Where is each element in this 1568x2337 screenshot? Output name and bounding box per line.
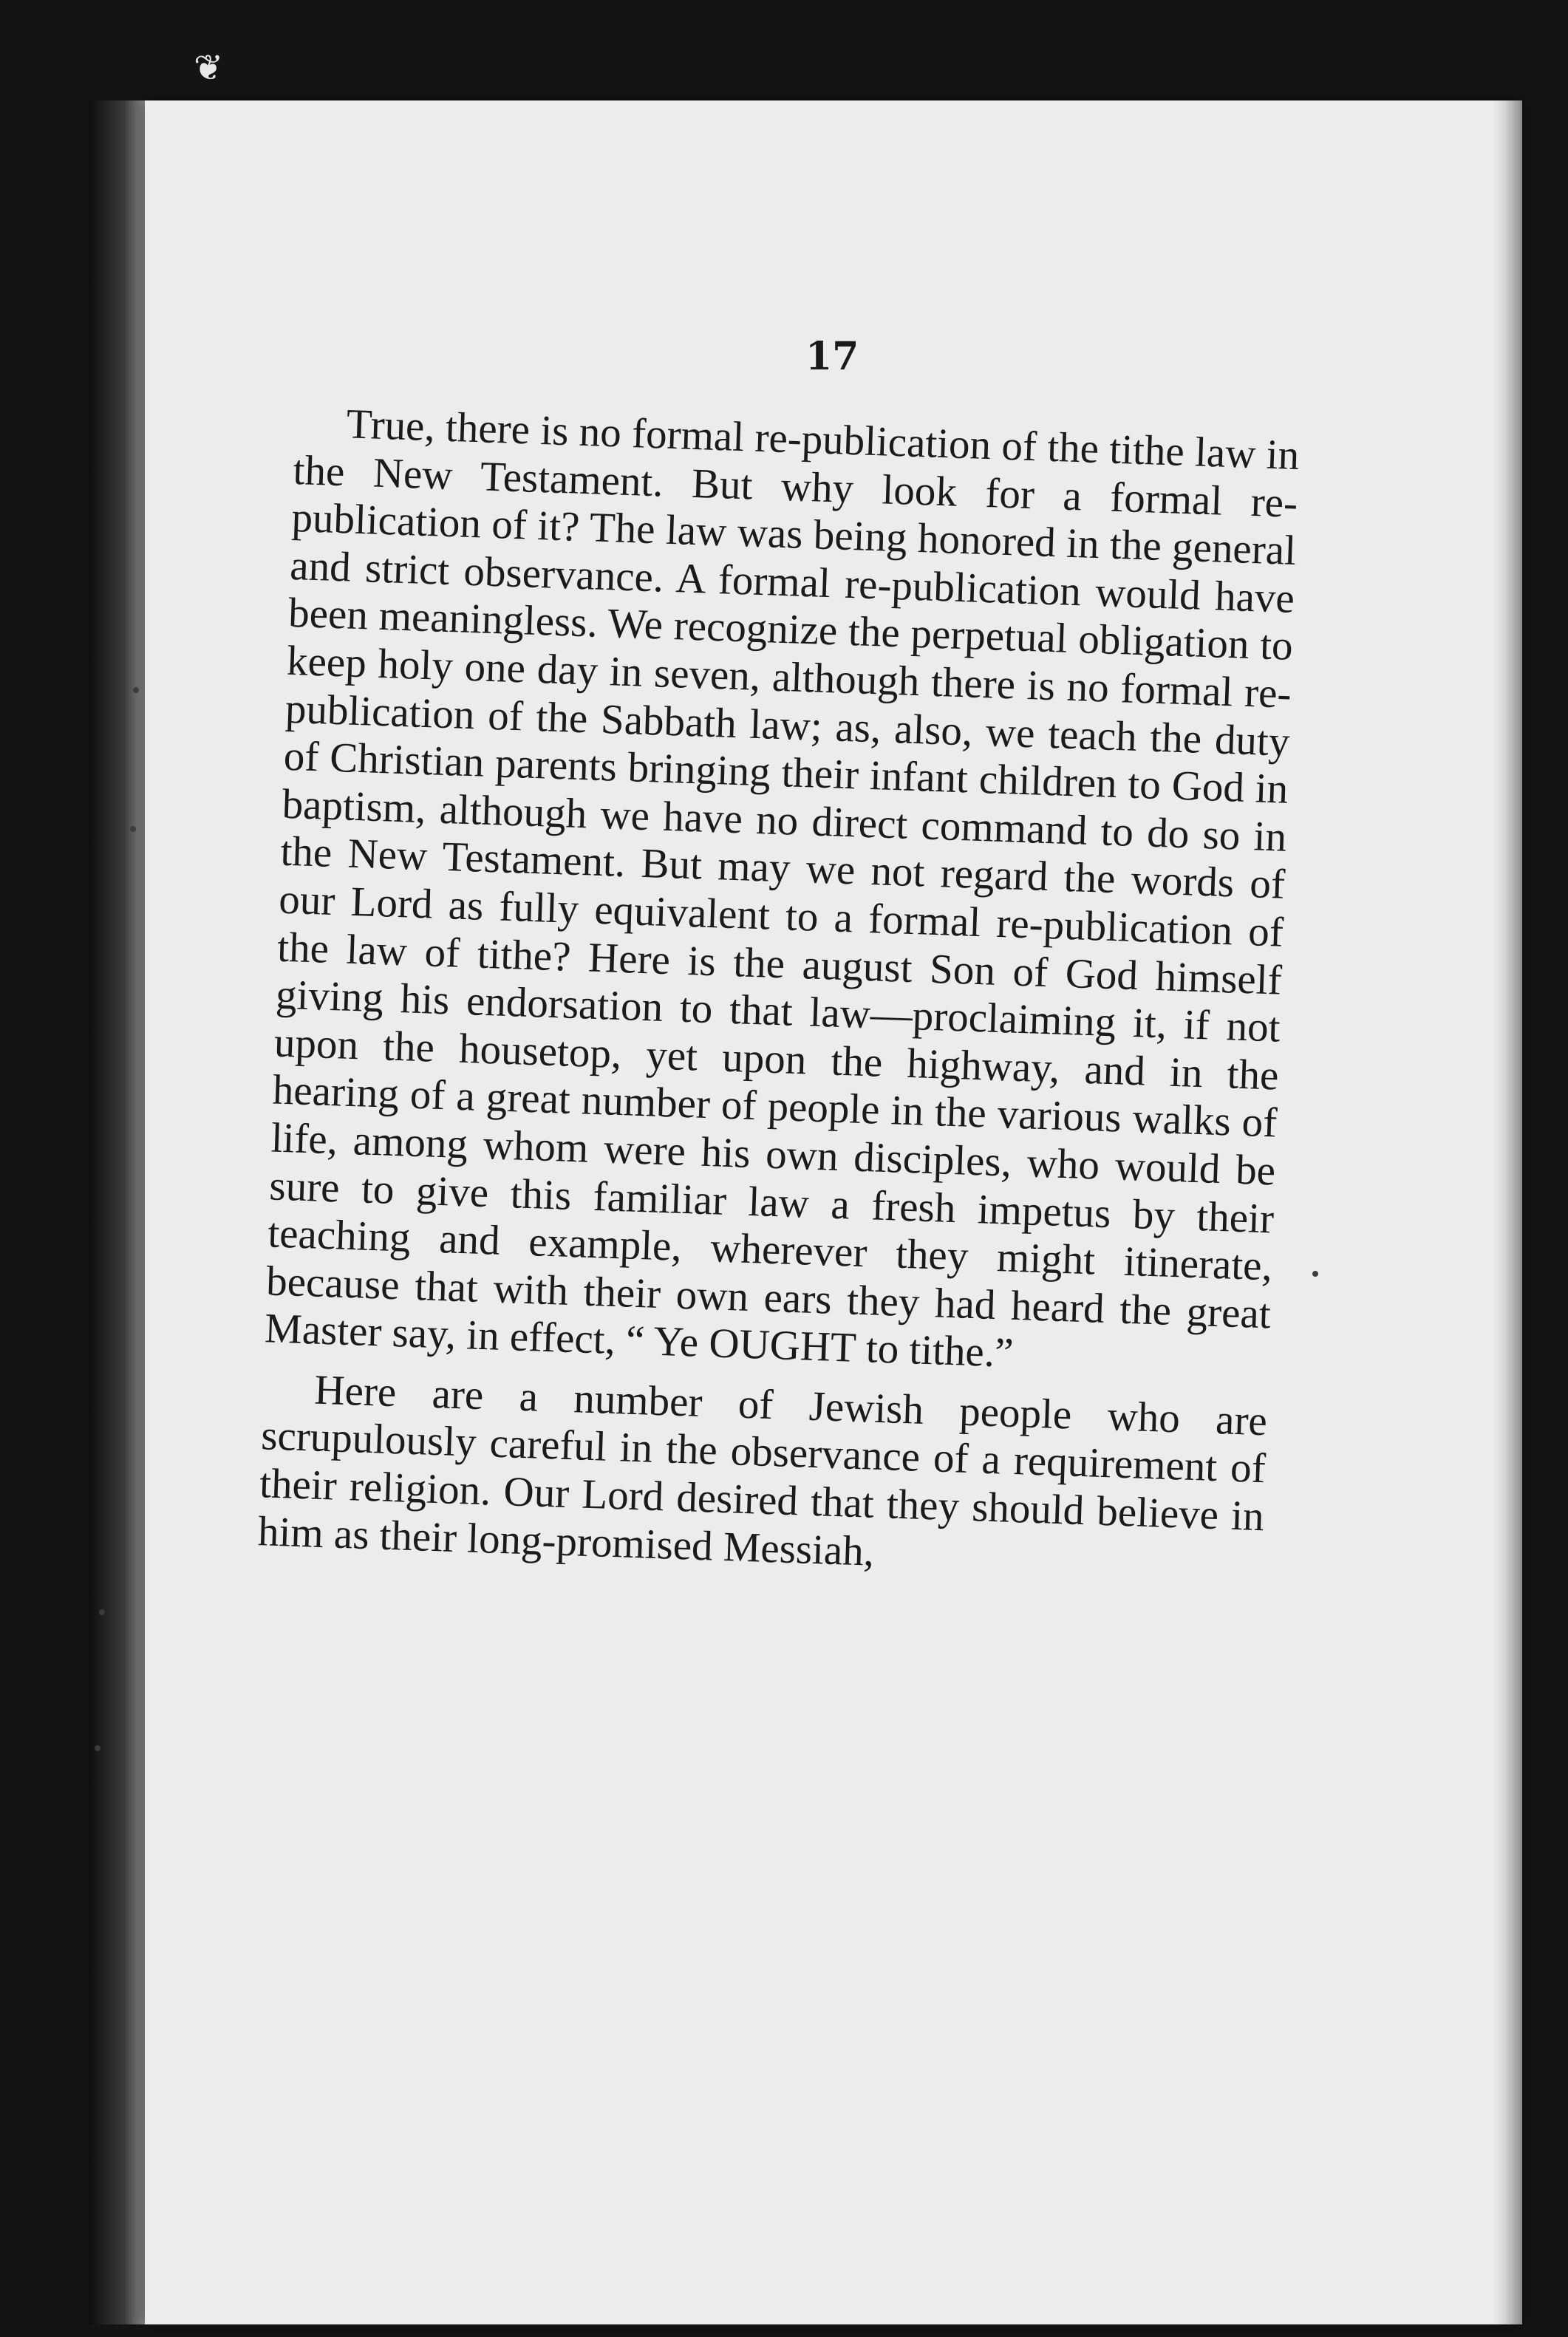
page-body-text (257, 399, 1300, 1589)
margin-speck (1312, 1271, 1318, 1277)
margin-speck (95, 1745, 100, 1751)
margin-speck (133, 687, 139, 693)
scan-artifact-mark: ❦ (194, 47, 224, 89)
binding-shadow (89, 100, 148, 2324)
margin-speck (130, 826, 136, 832)
paragraph-tithe-law: True, there is no formal re-publication of the tithe law in the New Testament. But why look for a formal re-publication of it? The law was being honored in the general and strict observance. A formal re-publication would have been meaningless. We recognize the perpetual obligation to keep holy one day in seven, although there is no formal re-publication of the Sabbath law; as, also, we teach the duty of Christian parents bringing their infant children to God in baptism, although we have no direct command to do so in the New Testament. But may we not regard the words of our Lord as fully equivalent to a formal re-publication of the law of tithe? Here is the august Son of God himself giving his endorsation to that law—proclaiming it, if not upon the housetop, yet upon the highway, and in the hearing of a great number of people in the various walks of life, among whom were his own disciples, who would be sure to give this familiar law a fresh impetus by their teaching and example, wherever they might itinerate, because that with their own ears they had heard the great Master say, in effect, “ Ye OUGHT to tithe.” (264, 400, 1301, 1377)
paragraph-jewish-people: Here are a number of Jewish people who are scrupulously careful in the observance of a requirement of their religion. Our Lord desired that they should believe in him as their long-promised Messiah, (257, 1366, 1268, 1575)
page-edge (1493, 100, 1522, 2324)
page-number: 17 (805, 334, 859, 379)
margin-speck (99, 1609, 105, 1615)
